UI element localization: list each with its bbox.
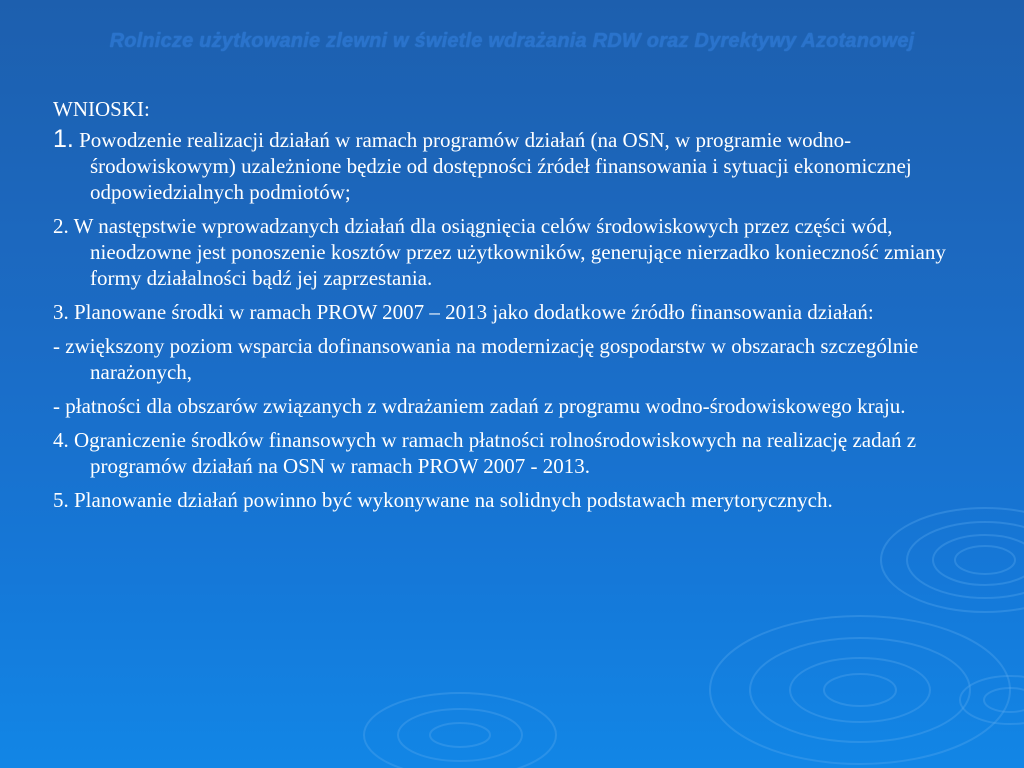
item-marker: 5. <box>53 488 69 512</box>
item-marker: 2. <box>53 214 69 238</box>
slide-content <box>53 96 963 521</box>
conclusion-item-3 <box>53 299 963 325</box>
conclusions-heading: WNIOSKI: <box>53 97 150 121</box>
item-text: płatności dla obszarów związanych z wdrażaniem zadań z programu wodno-środowiskowego kraju. <box>60 394 906 418</box>
item-text: Planowanie działań powinno być wykonywane na solidnych podstawach merytorycznych. <box>68 488 833 512</box>
item-text: W następstwie wprowadzanych działań dla osiągnięcia celów środowiskowych przez części wód, nieodzowne jest ponoszenie kosztów przez użytkowników, generujące nierzadko konieczność zmiany formy działalności bądź jej zaprzestania. <box>68 214 946 290</box>
slide-title: Rolnicze użytkowanie zlewni w świetle wdrażania RDW oraz Dyrektywy Azotanowej <box>109 30 915 52</box>
item-marker: 1. <box>53 125 74 153</box>
conclusion-item-2 <box>53 213 963 291</box>
item-marker: - <box>53 334 60 358</box>
item-text: Powodzenie realizacji działań w ramach programów działań (na OSN, w programie wodno- środowiskowym) uzależnione będzie od dostępności źródeł finansowania i sytuacji ekonomicznej odpowiedzialnych podmiotów; <box>73 128 912 204</box>
item-marker: - <box>53 394 60 418</box>
conclusion-item-4 <box>53 427 963 479</box>
conclusion-item-1 <box>53 126 963 205</box>
item-text: Planowane środki w ramach PROW 2007 – 2013 jako dodatkowe źródło finansowania działań: <box>68 300 874 324</box>
item-text: zwiększony poziom wsparcia dofinansowania na modernizację gospodarstw w obszarach szczególnie narażonych, <box>60 334 919 384</box>
item-text: Ograniczenie środków finansowych w ramach płatności rolnośrodowiskowych na realizację zadań z programów działań na OSN w ramach PROW 2007 - 2013. <box>68 428 917 478</box>
conclusion-subitem-1 <box>53 333 963 385</box>
conclusion-subitem-2 <box>53 393 963 419</box>
conclusion-item-5 <box>53 487 963 513</box>
item-marker: 3. <box>53 300 69 324</box>
item-marker: 4. <box>53 428 69 452</box>
